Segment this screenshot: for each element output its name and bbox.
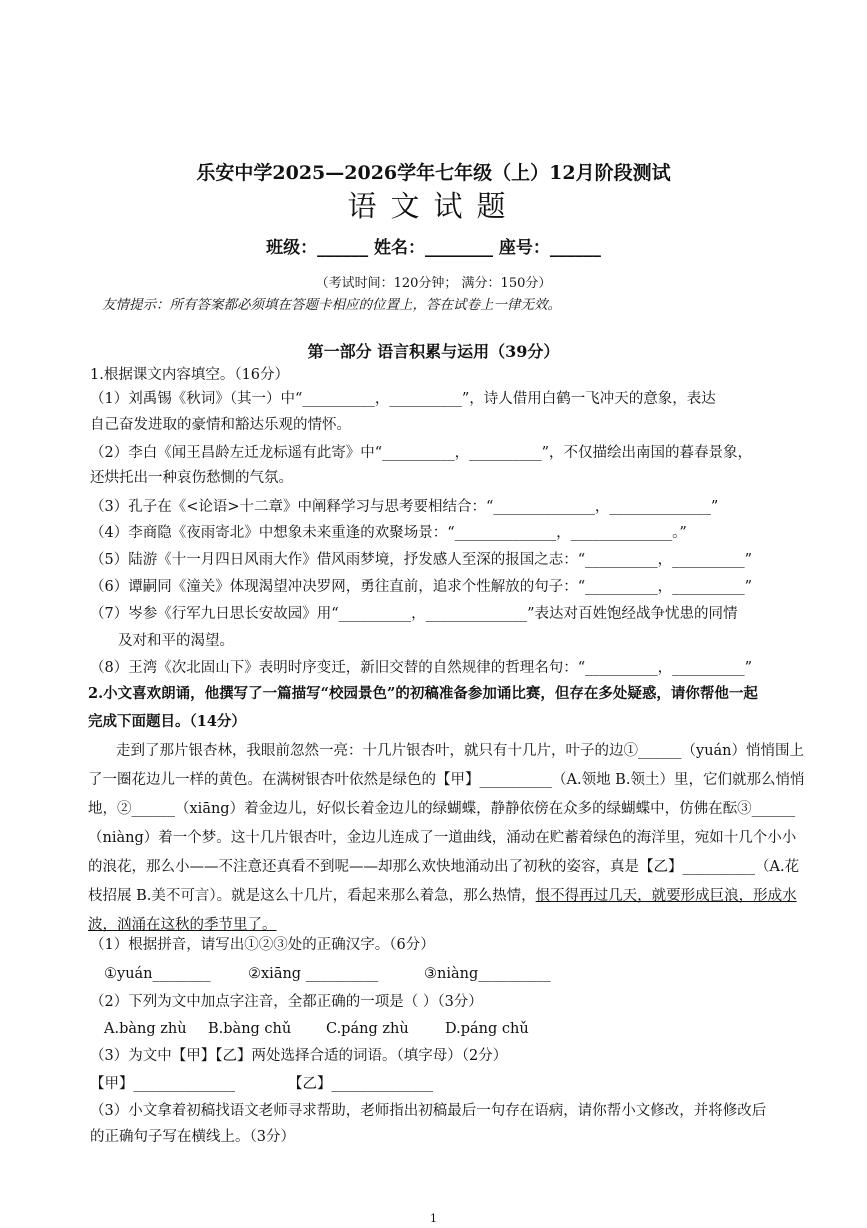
page-number: 1 — [430, 1212, 437, 1225]
q1-item-2: （2）李白《闻王昌龄左迁龙标遥有此寄》中“__________，__________”，不仅描绘出南国的暮春景象， — [90, 445, 753, 461]
sub2-option-b: B.bàng chǔ — [208, 1021, 292, 1037]
q1-item-7: （7）岑参《行军九日思长安故园》用“__________，______________”表达对百姓饱经战争忧患的同情 — [90, 606, 738, 622]
passage-underlined-sentence: 恨不得再过几天，就要形成巨浪，形成水波，汹涌在这秋的季节里了。 — [88, 888, 797, 933]
sub3-blank-yi: 【乙】______________ — [288, 1076, 433, 1092]
q1-item-5: （5）陆游《十一月四日风雨大作》借风雨梦境，抒发感人至深的报国之志：“__________，__________” — [90, 552, 753, 568]
sub3-blank-jia: 【甲】______________ — [90, 1076, 235, 1092]
subject-title: 语文试题 — [347, 189, 520, 223]
sub-question-4-line1: （3）小文拿着初稿找语文老师寻求帮助，老师指出初稿最后一句存在语病，请你帮小文修改，并将修改后 — [90, 1103, 767, 1119]
exam-title: 乐安中学2025—2026学年七年级（上）12月阶段测试 — [196, 162, 671, 184]
q1-item-6: （6）谭嗣同《潼关》体现渴望冲决罗网，勇往直前，追求个性解放的句子：“__________，__________” — [90, 579, 753, 595]
q1-item-1: （1）刘禹锡《秋词》（其一）中“__________，__________”，诗人借用白鹤一飞冲天的意象，表达 — [90, 391, 716, 407]
sub1-blank-1: ①yuán________ — [104, 966, 211, 982]
passage — [88, 737, 808, 940]
q1-item-4: （4）李商隐《夜雨寄北》中想象未来重逢的欢聚场景：“______________，______________。” — [90, 525, 687, 541]
sub-question-1: （1）根据拼音，请写出①②③处的正确汉字。（6分） — [90, 937, 435, 953]
q1-item-1-cont: 自己奋发进取的豪情和豁达乐观的情怀。 — [90, 417, 351, 433]
sub2-option-c: C.páng zhù — [326, 1021, 409, 1037]
part1-heading: 第一部分 语言积累与运用（39分） — [307, 342, 560, 361]
sub-question-4-line2: 的正确句子写在横线上。（3分） — [90, 1129, 295, 1145]
passage-text: 走到了那片银杏林，我眼前忽然一亮：十几片银杏叶，就只有十几片，叶子的边①______（yuán）悄悄围上了一圈花边儿一样的黄色。在满树银杏叶依然是绿色的【甲】__________（A.领地 B.领土）里，它们就那么悄悄地，②______（xiāng）着金边儿，好似长着金边儿的绿蝴蝶，静静依傍在众多的绿蝴蝶中，仿佛在酝③______（niàng）着一个梦。这十几片银杏叶，金边儿连成了一道曲线，涌动在贮蓄着绿色的海洋里，宛如十几个小小的浪花，那么小——不注意还真看不到呢——却那么欢快地涌动出了初秋的姿容，真是【乙】__________（A.花枝招展 B.美不可言）。就是这么十几片，看起来那么着急，那么热情， — [88, 743, 805, 904]
question1-title: 1.根据课文内容填空。（16分） — [90, 367, 290, 383]
sub2-option-a: A.bàng zhù — [104, 1021, 187, 1037]
exam-time-line: （考试时间：120分钟； 满分：150分） — [315, 276, 552, 291]
q1-item-3: （3）孔子在《<论语>十二章》中阐释学习与思考要相结合：“______________，______________” — [90, 499, 719, 515]
sub1-blank-2: ②xiāng __________ — [248, 966, 379, 982]
notice-text: 友情提示：所有答案都必须填在答题卡相应的位置上，答在试卷上一律无效。 — [102, 297, 561, 313]
q1-item-2-cont: 还烘托出一种哀伤愁惻的气氛。 — [90, 470, 293, 486]
sub-question-3: （3）为文中【甲】【乙】两处选择合适的词语。（填字母）（2分） — [90, 1048, 508, 1064]
question2-title-line1: 2.小文喜欢朗诵，他撰写了一篇描写“校园景色”的初稿准备参加诵比赛，但存在多处疑惑，请你帮他一起 — [88, 685, 758, 702]
question2-title-line2: 完成下面题目。（14分） — [88, 713, 246, 730]
q1-item-8: （8）王湾《次北固山下》表明时序变迁，新旧交替的自然规律的哲理名句：“__________，__________” — [90, 660, 753, 676]
student-info-line: 班级：______ 姓名：________ 座号：______ — [266, 238, 601, 258]
q1-item-7-cont: 及对和平的渴望。 — [118, 633, 234, 649]
sub2-option-d: D.páng chǔ — [445, 1021, 529, 1037]
sub-question-2: （2）下列为文中加点字注音，全都正确的一项是（ ）（3分） — [90, 994, 483, 1010]
sub1-blank-3: ③niàng__________ — [424, 966, 551, 982]
